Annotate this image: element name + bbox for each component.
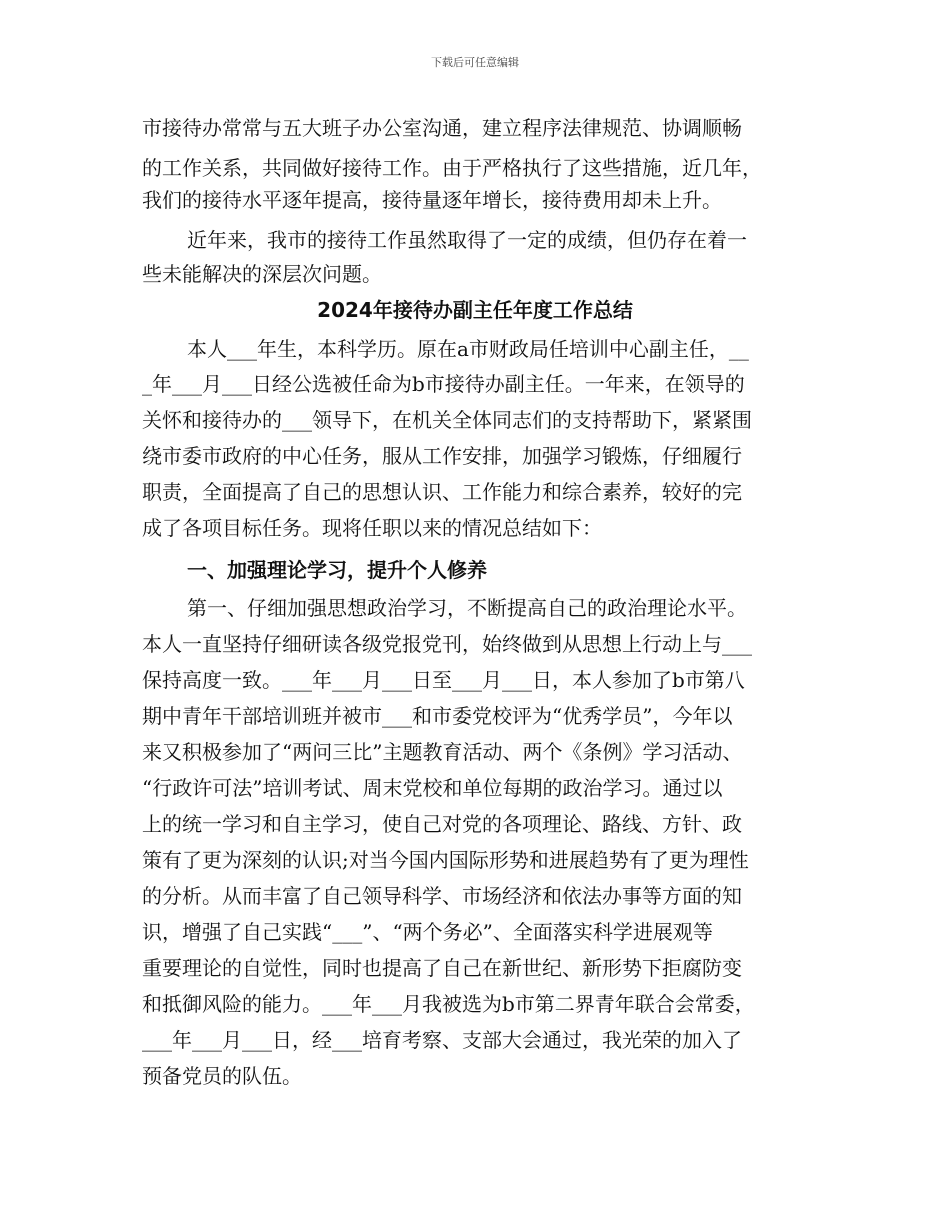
intro-line: 些未能解决的深层次问题。 xyxy=(142,262,382,286)
section-line: 和抵御风险的能力。___年___月我被选为b市第二界青年联合会常委， xyxy=(142,992,755,1016)
section-line: 重要理论的自觉性，同时也提高了自己在新世纪、新形势下拒腐防变 xyxy=(142,956,742,980)
section-heading: 一、加强理论学习，提升个人修养 xyxy=(187,558,487,582)
section-line: 来又积极参加了“两问三比”主题教育活动、两个《条例》学习活动、 xyxy=(142,740,743,764)
document-title: 2024年接待办副主任年度工作总结 xyxy=(317,298,633,322)
section-line: 上的统一学习和自主学习，使自己对党的各项理论、路线、方针、政 xyxy=(142,812,742,836)
section-line: 本人一直坚持仔细研读各级党报党刊，始终做到从思想上行动上与___ xyxy=(142,632,752,656)
intro-line: 近年来，我市的接待工作虽然取得了一定的成绩，但仍存在着一 xyxy=(187,228,747,252)
intro-line: 我们的接待水平逐年提高，接待量逐年增长，接待费用却未上升。 xyxy=(142,188,722,212)
body-line: 关怀和接待办的___领导下，在机关全体同志们的支持帮助下，紧紧围 xyxy=(142,408,752,432)
body-line: 成了各项目标任务。现将任职以来的情况总结如下： xyxy=(142,516,602,540)
section-line: 保持高度一致。___年___月___日至___月___日，本人参加了b市第八 xyxy=(142,668,745,692)
section-line: 识，增强了自己实践“___”、“两个务必”、全面落实科学进展观等 xyxy=(142,920,713,944)
section-line: ___年___月___日，经___培育考察、支部大会通过，我光荣的加入了 xyxy=(142,1028,742,1052)
page-header: 下载后可任意编辑 xyxy=(431,56,519,69)
intro-line: 的工作关系，共同做好接待工作。由于严格执行了这些措施，近几年， xyxy=(142,156,762,180)
body-line: _年___月___日经公选被任命为b市接待办副主任。一年来，在领导的 xyxy=(142,372,745,396)
section-line: 第一、仔细加强思想政治学习，不断提高自己的政治理论水平。 xyxy=(187,596,747,620)
section-line: “行政许可法”培训考试、周末党校和单位每期的政治学习。通过以 xyxy=(142,776,723,800)
body-line: 绕市委市政府的中心任务，服从工作安排，加强学习锻炼，仔细履行 xyxy=(142,444,742,468)
section-line: 的分析。从而丰富了自己领导科学、市场经济和依法办事等方面的知 xyxy=(142,884,742,908)
body-line: 本人___年生，本科学历。原在a市财政局任培训中心副主任，__ xyxy=(187,337,749,361)
section-line: 期中青年干部培训班并被市___和市委党校评为“优秀学员”，今年以 xyxy=(142,704,733,728)
section-line: 预备党员的队伍。 xyxy=(142,1064,302,1088)
intro-line: 市接待办常常与五大班子办公室沟通，建立程序法律规范、协调顺畅 xyxy=(142,116,742,140)
body-line: 职责，全面提高了自己的思想认识、工作能力和综合素养，较好的完 xyxy=(142,480,742,504)
section-line: 策有了更为深刻的认识;对当今国内国际形势和进展趋势有了更为理性 xyxy=(142,848,749,872)
